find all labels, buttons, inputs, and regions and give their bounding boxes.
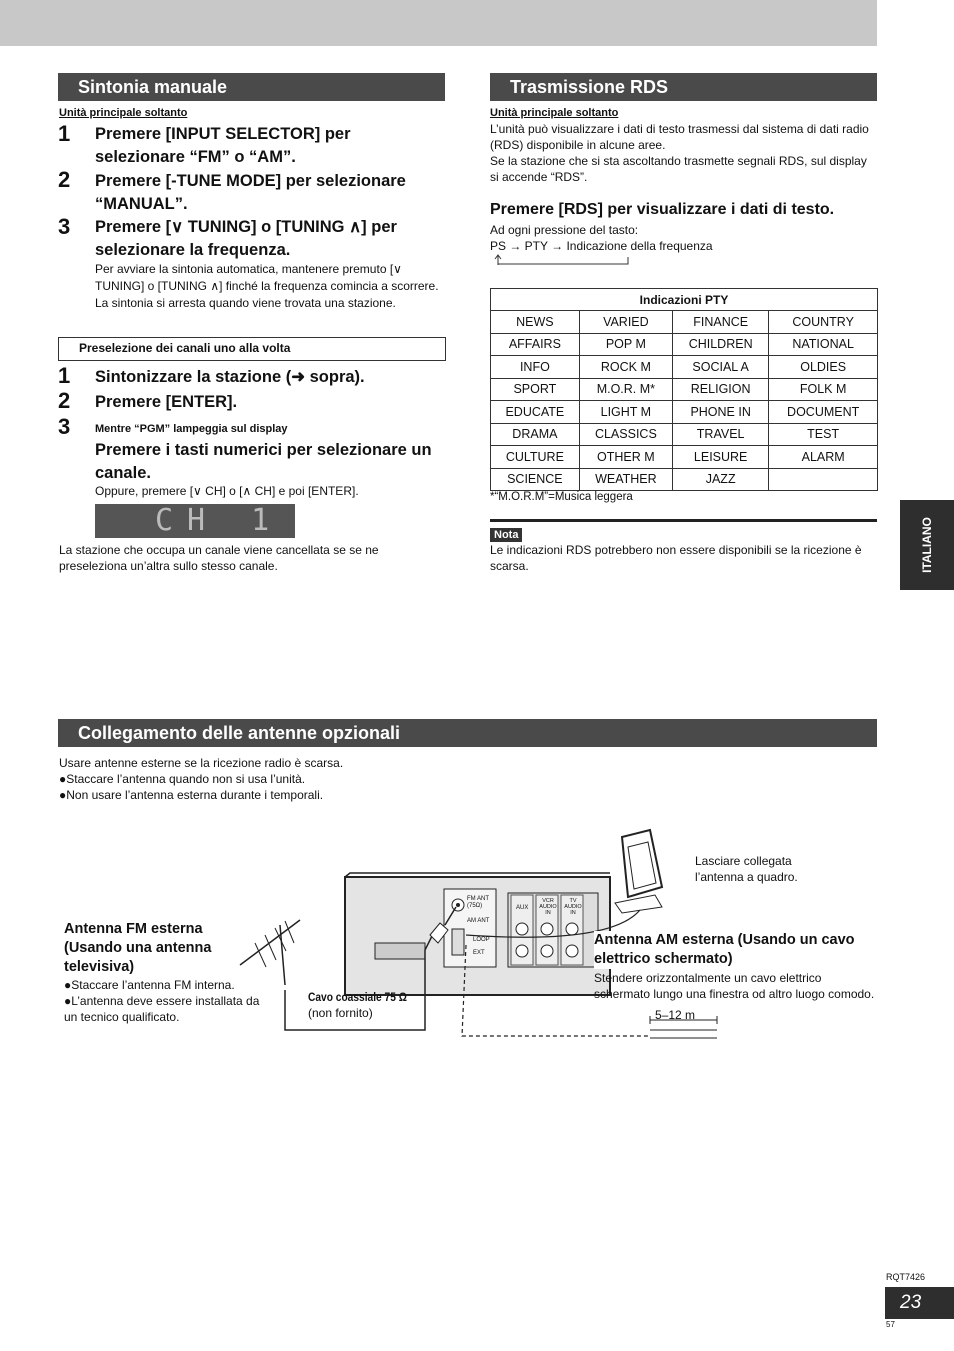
pty-cell: SCIENCE [491, 468, 580, 491]
preset-box [58, 337, 446, 361]
nota-divider [490, 519, 877, 522]
preset-step-2: Premere [ENTER]. [95, 393, 238, 411]
rds-footnote: *“M.O.R.M”=Musica leggera [490, 491, 633, 503]
pty-row [491, 446, 878, 469]
pty-cell: SPORT [491, 378, 580, 401]
preset-box-label: Preselezione dei canali uno alla volta [79, 341, 291, 355]
section-title-rds: Trasmissione RDS [490, 73, 877, 101]
panel-am-ant: AM ANT [467, 918, 490, 924]
pty-cell: RELIGION [673, 378, 769, 401]
cycle-return-arrow [494, 253, 634, 267]
pty-row [491, 468, 878, 491]
rds-cycle: PS → PTY → Indicazione della frequenza [490, 239, 713, 253]
preset-step-number-1: 1 [58, 363, 71, 388]
antenna-intro: Usare antenne esterne se la ricezione radio è scarsa. [59, 756, 344, 770]
pty-cell: ROCK M [579, 356, 672, 379]
preset-step-3-condition: Mentre “PGM” lampeggia sul display [95, 423, 288, 435]
pty-cell: WEATHER [579, 468, 672, 491]
pty-cell: COUNTRY [769, 311, 878, 334]
pty-cell: JAZZ [673, 468, 769, 491]
top-banner [0, 0, 877, 46]
rds-press-label: Ad ogni pressione del tasto: [490, 223, 639, 237]
rds-only-main-label: Unità principale soltanto [490, 107, 619, 119]
preset-footer: La stazione che occupa un canale viene cancellata se se ne preseleziona un’altra sullo stesso canale. [59, 543, 379, 573]
panel-loop: LOOP [473, 937, 490, 943]
step-2: Premere [-TUNE MODE] per selezionare “MANUAL”. [95, 172, 406, 213]
pty-cell: NEWS [491, 311, 580, 334]
antenna-bullet-1-text: Staccare l’antenna quando non si usa l’unità. [66, 772, 306, 786]
fm-bullet-1-text: Staccare l’antenna FM interna. [71, 978, 235, 992]
pty-cell: VARIED [579, 311, 672, 334]
loop-note: Lasciare collegata l’antenna a quadro. [695, 854, 798, 884]
pty-cell: INFO [491, 356, 580, 379]
pty-row [491, 401, 878, 424]
only-main-label: Unità principale soltanto [59, 107, 188, 119]
doc-code: RQT7426 [886, 1272, 926, 1282]
pty-row [491, 423, 878, 446]
panel-fm-ant [467, 896, 489, 910]
language-tab [900, 500, 954, 590]
am-antenna-desc: Stendere orizzontalmente un cavo elettrico schermato lungo una finestra od altro luogo comodo. [594, 971, 875, 1001]
panel-vcr: VCR AUDIO IN [539, 898, 557, 916]
rds-intro-2: Se la stazione che si sta ascoltando trasmette segnali RDS, sul display si accende “RDS”. [490, 154, 867, 184]
pty-row [491, 356, 878, 379]
page-small-number: 57 [886, 1320, 895, 1329]
pty-row [491, 333, 878, 356]
panel-aux: AUX [516, 905, 529, 911]
page-number: 23 [885, 1287, 954, 1319]
pty-table [490, 288, 878, 491]
step-number-2: 2 [58, 167, 71, 192]
pty-cell: LIGHT M [579, 401, 672, 424]
nota-label: Nota [490, 528, 522, 542]
nota-text: Le indicazioni RDS potrebbero non essere disponibili se la ricezione è scarsa. [490, 543, 862, 573]
antenna-bullet-2: ●Non usare l’antenna esterna durante i temporali. [59, 788, 324, 802]
pty-cell: OLDIES [769, 356, 878, 379]
preset-step-3: Premere i tasti numerici per selezionare un canale. [95, 441, 432, 482]
cable-length: 5–12 m [655, 1008, 696, 1022]
pty-cell: M.O.R. M* [579, 378, 672, 401]
antenna-bullet-1: ●Staccare l’antenna quando non si usa l’unità. [59, 772, 306, 786]
step-1: Premere [INPUT SELECTOR] per selezionare “FM” o “AM”. [95, 125, 351, 166]
pty-cell: ALARM [769, 446, 878, 469]
pty-cell: EDUCATE [491, 401, 580, 424]
pty-cell: TEST [769, 423, 878, 446]
pty-cell: CULTURE [491, 446, 580, 469]
pty-cell: CHILDREN [673, 333, 769, 356]
step-3-note: Per avviare la sintonia automatica, mantenere premuto [∨ TUNING] o [TUNING ∧] finché la frequenza comincia a scorrere. La sintonia si arresta quando viene trovata una stazione. [95, 262, 439, 310]
pty-cell [769, 468, 878, 491]
pty-cell: FINANCE [673, 311, 769, 334]
pty-cell: NATIONAL [769, 333, 878, 356]
panel-ext: EXT [473, 950, 485, 956]
panel-ohm-label: (75Ω) [467, 903, 483, 909]
pty-cell: FOLK M [769, 378, 878, 401]
rds-intro-1: L’unità può visualizzare i dati di testo trasmessi dal sistema di dati radio (RDS) disponibile in alcune aree. [490, 122, 869, 152]
lcd-display: CH 1 [95, 504, 295, 538]
fm-bullet-1: ●Staccare l’antenna FM interna. [64, 978, 235, 992]
panel-tv: TV AUDIO IN [564, 898, 582, 916]
rds-heading: Premere [RDS] per visualizzare i dati di testo. [490, 201, 835, 218]
pty-row [491, 311, 878, 334]
pty-cell: SOCIAL A [673, 356, 769, 379]
panel-fm-ant-label: FM ANT [467, 896, 489, 902]
step-number-1: 1 [58, 121, 71, 146]
pty-cell: DRAMA [491, 423, 580, 446]
cable-sub-label: (non fornito) [308, 1006, 373, 1020]
pty-cell: POP M [579, 333, 672, 356]
pty-cell: LEISURE [673, 446, 769, 469]
preset-step-number-3: 3 [58, 414, 71, 439]
fm-bullet-2-text: L’antenna deve essere installata da un tecnico qualificato. [64, 994, 260, 1024]
pty-cell: AFFAIRS [491, 333, 580, 356]
section-title-antenna: Collegamento delle antenne opzionali [58, 719, 877, 747]
preset-step-3-note: Oppure, premere [∨ CH] o [∧ CH] e poi [ENTER]. [95, 484, 359, 498]
pty-cell: DOCUMENT [769, 401, 878, 424]
step-number-3: 3 [58, 214, 71, 239]
step-3: Premere [∨ TUNING] o [TUNING ∧] per selezionare la frequenza. [95, 218, 397, 259]
pty-cell: OTHER M [579, 446, 672, 469]
am-antenna-title: Antenna AM esterna (Usando un cavo elettrico schermato) [594, 931, 864, 969]
pty-cell: TRAVEL [673, 423, 769, 446]
antenna-bullet-2-text: Non usare l’antenna esterna durante i temporali. [66, 788, 324, 802]
preset-step-1: Sintonizzare la stazione (➜ sopra). [95, 368, 365, 386]
pty-cell: CLASSICS [579, 423, 672, 446]
preset-step-number-2: 2 [58, 388, 71, 413]
pty-table-title: Indicazioni PTY [491, 289, 878, 311]
pty-cell: PHONE IN [673, 401, 769, 424]
language-tab-label: ITALIANO [920, 517, 934, 573]
cable-label: Cavo coassiale 75 Ω [308, 990, 407, 1004]
fm-antenna-title: Antenna FM esterna (Usando una antenna televisiva) [64, 921, 212, 975]
pty-row [491, 378, 878, 401]
section-title-manual: Sintonia manuale [58, 73, 445, 101]
fm-bullet-2: ●L’antenna deve essere installata da un tecnico qualificato. [64, 994, 260, 1024]
